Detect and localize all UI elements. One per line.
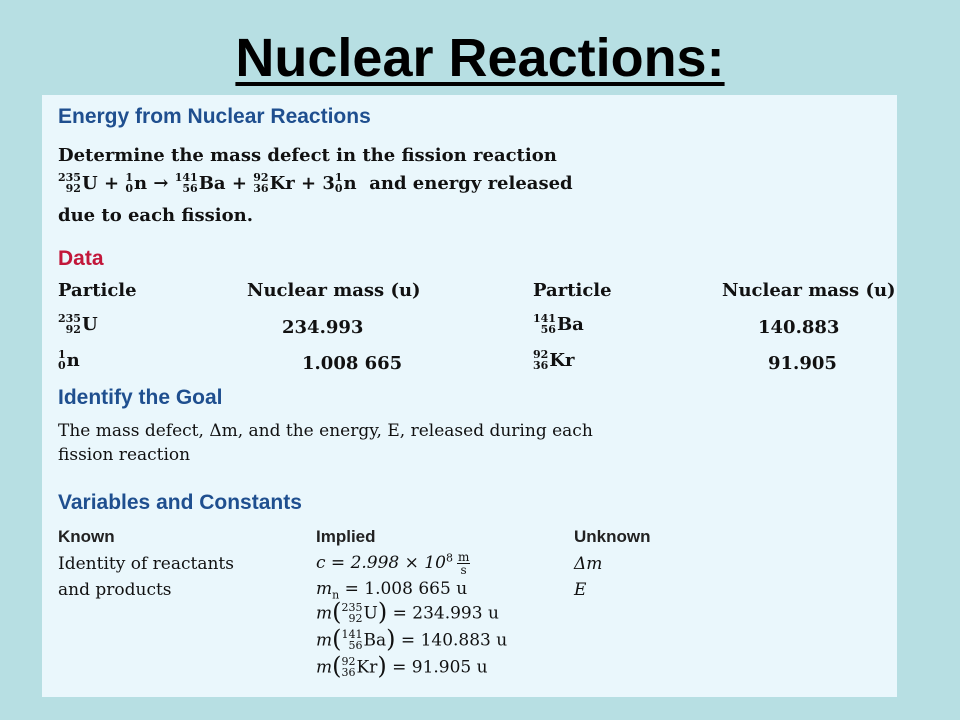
- implied-barium-mass: m( 141 56 Ba) = 140.883 u: [316, 625, 508, 653]
- implied-speed-of-light: $c = 2.998 \times 10^8$ $\frac{m}{s}$: [316, 550, 470, 577]
- implied-uranium-mass: m( 235 92 U) = 234.993 u: [316, 598, 499, 626]
- problem-line-2-tail: and energy released: [369, 173, 573, 194]
- table-row-mass-n: 1.008 665: [302, 353, 403, 374]
- reaction-equation: 235 92 U + 1 0 n → 141 56 Ba + 92 36 Kr + 3 1 0 n and energy released: [58, 171, 573, 195]
- table-row-particle-n: 1 0 n: [58, 348, 80, 372]
- table-header-mass-left: Nuclear mass (u): [247, 280, 421, 301]
- variables-heading: Variables and Constants: [58, 491, 302, 514]
- unknown-header: Unknown: [574, 527, 651, 546]
- unknown-mass-defect: Δm: [574, 554, 603, 574]
- implied-neutron-mass: $m_n = 1.008$ 665 u: [316, 579, 468, 602]
- section-heading-energy: Energy from Nuclear Reactions: [58, 105, 371, 128]
- goal-heading: Identify the Goal: [58, 386, 223, 409]
- unknown-energy: E: [574, 580, 587, 600]
- goal-line-1: The mass defect, Δm, and the energy, E, released during each: [58, 421, 593, 441]
- known-line-2: and products: [58, 580, 172, 600]
- known-line-1: Identity of reactants: [58, 554, 234, 574]
- table-row-mass-u: 234.993: [282, 317, 364, 338]
- table-row-particle-u: 235 92 U: [58, 312, 98, 336]
- implied-krypton-mass: m( 92 36 Kr) = 91.905 u: [316, 652, 488, 680]
- table-header-particle-right: Particle: [533, 280, 612, 301]
- problem-line-1: Determine the mass defect in the fission reaction: [58, 145, 557, 166]
- table-header-particle-left: Particle: [58, 280, 137, 301]
- implied-header: Implied: [316, 527, 376, 546]
- table-row-mass-kr: 91.905: [768, 353, 837, 374]
- table-row-particle-ba: 141 56 Ba: [533, 312, 584, 336]
- known-header: Known: [58, 527, 115, 546]
- problem-line-3: due to each fission.: [58, 205, 253, 226]
- goal-line-2: fission reaction: [58, 445, 191, 465]
- table-row-mass-ba: 140.883: [758, 317, 840, 338]
- content-panel: [42, 95, 897, 697]
- data-heading: Data: [58, 247, 104, 270]
- table-row-particle-kr: 92 36 Kr: [533, 348, 575, 372]
- slide-title: Nuclear Reactions:: [235, 28, 725, 88]
- table-header-mass-right: Nuclear mass (u): [722, 280, 896, 301]
